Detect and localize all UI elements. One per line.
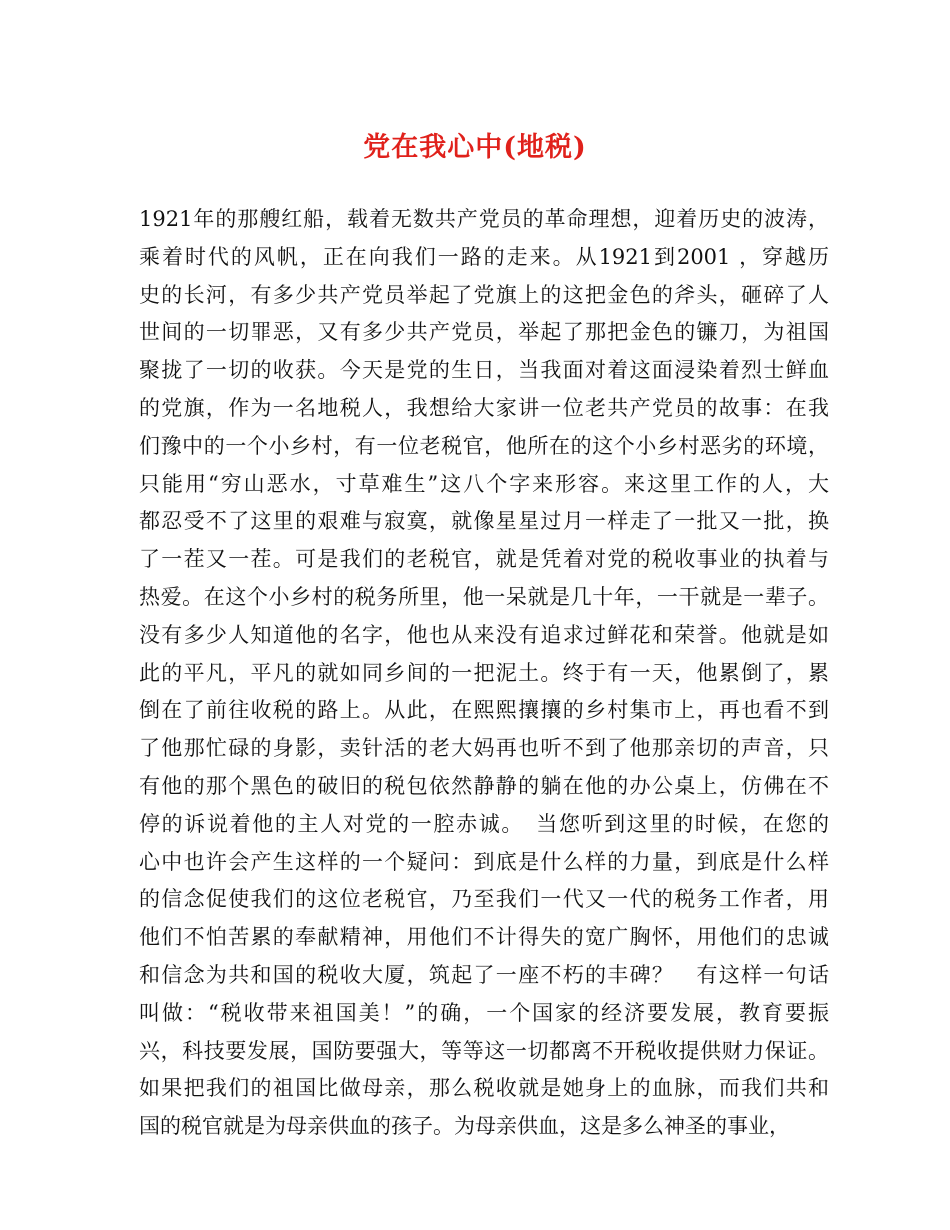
body-line: 他们不怕苦累的奉献精神，用他们不计得失的宽广胸怀，用他们的忠诚 (139, 925, 829, 950)
body-line: 了一茬又一茬。可是我们的老税官，就是凭着对党的税收事业的执着与 (139, 547, 829, 572)
body-line: 只能用“穷山恶水，寸草难生”这八个字来形容。来这里工作的人，大 (139, 471, 829, 496)
body-line: 的信念促使我们的这位老税官，乃至我们一代又一代的税务工作者，用 (139, 887, 829, 912)
body-line: 有他的那个黑色的破旧的税包依然静静的躺在他的办公桌上，仿佛在不 (139, 773, 829, 798)
body-line: 史的长河，有多少共产党员举起了党旗上的这把金色的斧头，砸碎了人 (139, 282, 829, 307)
body-line: 兴，科技要发展，国防要强大，等等这一切都离不开税收提供财力保证。 (139, 1038, 829, 1063)
body-line: 乘着时代的风帆，正在向我们一路的走来。从1921到2001 ，穿越历 (139, 244, 829, 269)
body-line: 停的诉说着他的主人对党的一腔赤诚。 当您听到这里的时候，在您的 (139, 811, 829, 836)
body-line: 1921年的那艘红船，载着无数共产党员的革命理想，迎着历史的波涛， (139, 207, 829, 231)
body-line: 了他那忙碌的身影，卖针活的老大妈再也听不到了他那亲切的声音，只 (139, 736, 829, 761)
body-line: 都忍受不了这里的艰难与寂寞，就像星星过月一样走了一批又一批，换 (139, 509, 829, 534)
body-line: 世间的一切罪恶，又有多少共产党员，举起了那把金色的镰刀，为祖国 (139, 320, 829, 345)
document-body (139, 201, 829, 1146)
body-line: 的党旗，作为一名地税人，我想给大家讲一位老共产党员的故事：在我 (139, 395, 829, 420)
body-line: 聚拢了一切的收获。今天是党的生日，当我面对着这面浸染着烈士鲜血 (139, 358, 829, 383)
body-line: 和信念为共和国的税收大厦，筑起了一座不朽的丰碑？ 有这样一句话 (139, 962, 829, 987)
body-line: 倒在了前往收税的路上。从此，在熙熙攘攘的乡村集市上，再也看不到 (139, 698, 829, 723)
body-line: 心中也许会产生这样的一个疑问：到底是什么样的力量，到底是什么样 (139, 849, 829, 874)
body-line: 叫做：“税收带来祖国美！”的确，一个国家的经济要发展，教育要振 (139, 1000, 829, 1025)
body-line: 如果把我们的祖国比做母亲，那么税收就是她身上的血脉，而我们共和 (139, 1076, 829, 1101)
body-line: 国的税官就是为母亲供血的孩子。为母亲供血，这是多么神圣的事业， (139, 1114, 790, 1139)
body-line: 没有多少人知道他的名字，他也从来没有追求过鲜花和荣誉。他就是如 (139, 622, 829, 647)
document-title: 党在我心中(地税) (363, 132, 587, 163)
body-line: 热爱。在这个小乡村的税务所里，他一呆就是几十年，一干就是一辈子。 (139, 584, 829, 609)
body-line: 此的平凡，平凡的就如同乡间的一把泥土。终于有一天，他累倒了，累 (139, 660, 829, 685)
body-line: 们豫中的一个小乡村，有一位老税官，他所在的这个小乡村恶劣的环境， (139, 433, 829, 458)
